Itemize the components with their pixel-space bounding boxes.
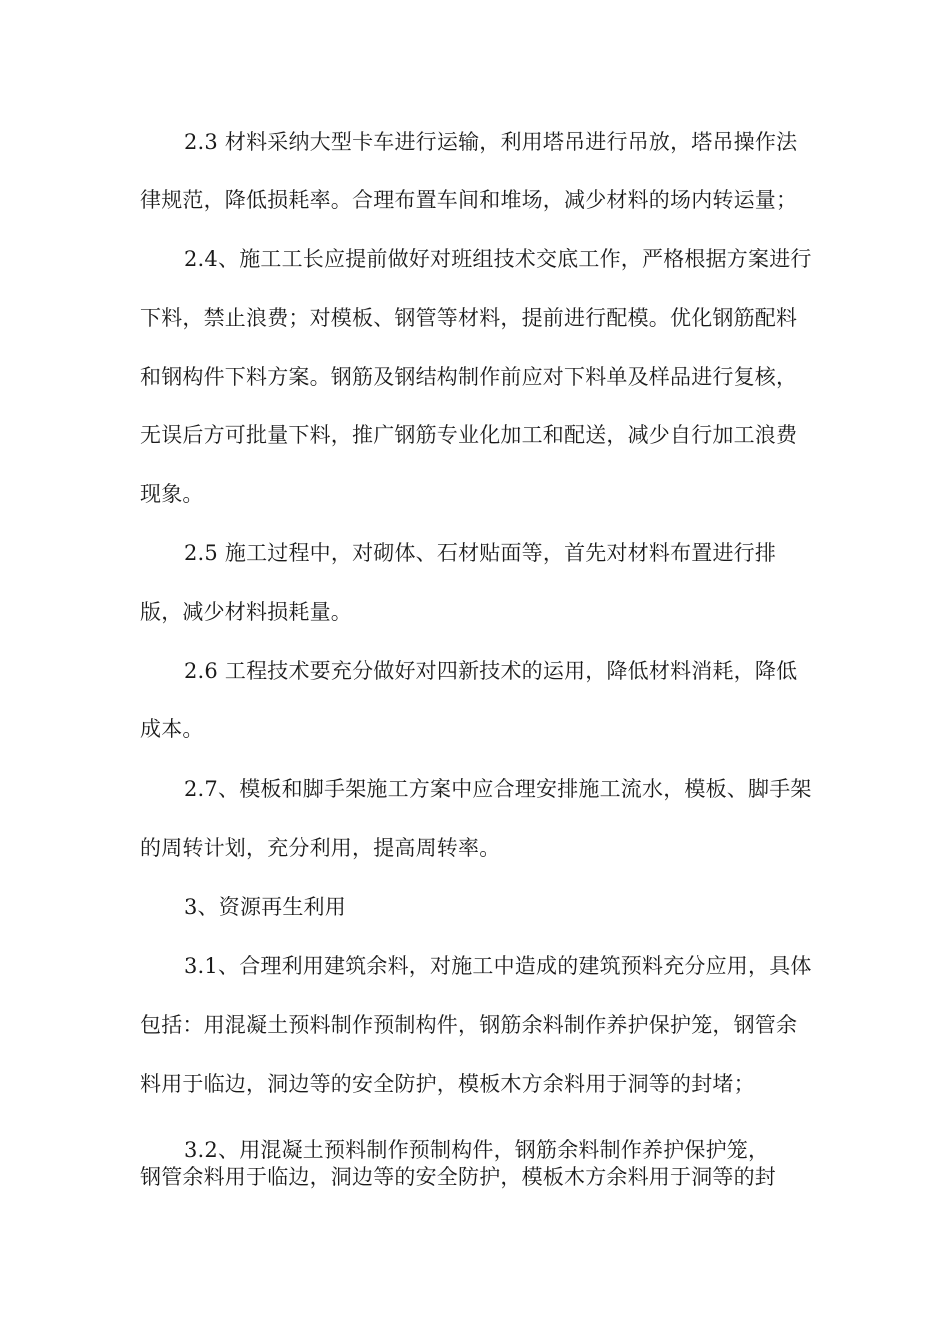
paragraph-2-4-line-5: 现象。	[140, 482, 204, 506]
paragraph-2-3-line-2: 律规范，降低损耗率。合理布置车间和堆场，减少材料的场内转运量；	[140, 188, 798, 212]
paragraph-3-1-line-2: 包括：用混凝土预料制作预制构件，钢筋余料制作养护保护笼，钢管余	[140, 1013, 798, 1037]
paragraph-3-1-line-1: 3.1、合理利用建筑余料，对施工中造成的建筑预料充分应用，具体	[184, 954, 812, 978]
paragraph-2-4-line-2: 下料，禁止浪费；对模板、钢管等材料，提前进行配模。优化钢筋配料	[140, 306, 798, 330]
paragraph-2-4-line-4: 无误后方可批量下料，推广钢筋专业化加工和配送，减少自行加工浪费	[140, 423, 798, 447]
paragraph-2-7-line-1: 2.7、模板和脚手架施工方案中应合理安排施工流水，模板、脚手架	[184, 777, 812, 801]
section-heading-3: 3、资源再生利用	[184, 895, 346, 919]
paragraph-3-2-line-1: 3.2、用混凝土预料制作预制构件，钢筋余料制作养护保护笼，	[184, 1138, 770, 1162]
paragraph-2-4-line-3: 和钢构件下料方案。钢筋及钢结构制作前应对下料单及样品进行复核，	[140, 365, 798, 389]
paragraph-3-2-line-2: 钢管余料用于临边，洞边等的安全防护，模板木方余料用于洞等的封	[140, 1165, 776, 1189]
paragraph-3-1-line-3: 料用于临边，洞边等的安全防护，模板木方余料用于洞等的封堵；	[140, 1072, 755, 1096]
paragraph-2-5-line-1: 2.5 施工过程中，对砌体、石材贴面等，首先对材料布置进行排	[184, 541, 777, 565]
paragraph-2-7-line-2: 的周转计划，充分利用，提高周转率。	[140, 836, 501, 860]
paragraph-2-5-line-2: 版，减少材料损耗量。	[140, 600, 352, 624]
paragraph-2-6-line-1: 2.6 工程技术要充分做好对四新技术的运用，降低材料消耗，降低	[184, 659, 798, 683]
paragraph-2-6-line-2: 成本。	[140, 717, 204, 741]
paragraph-2-3-line-1: 2.3 材料采纳大型卡车进行运输，利用塔吊进行吊放，塔吊操作法	[184, 130, 798, 154]
paragraph-2-4-line-1: 2.4、施工工长应提前做好对班组技术交底工作，严格根据方案进行	[184, 247, 812, 271]
